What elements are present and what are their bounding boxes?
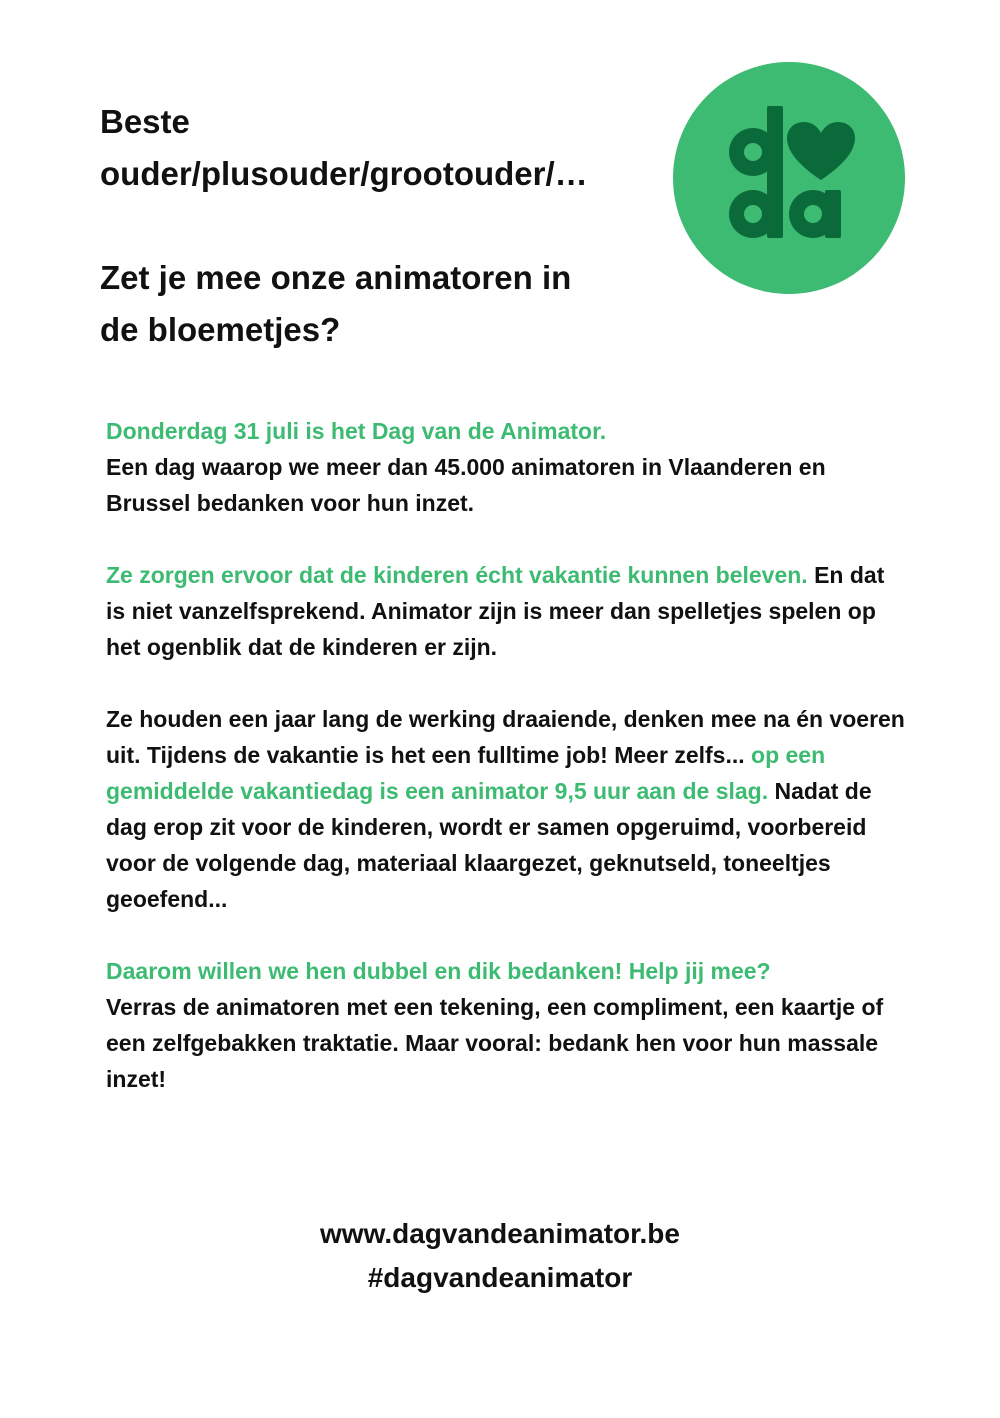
paragraph-4-highlight: Daarom willen we hen dubbel en dik bedanken! Help jij mee? — [106, 958, 771, 984]
body-text — [106, 413, 906, 1133]
heading-line-3: Zet je mee onze animatoren in — [100, 259, 572, 296]
paragraph-4 — [106, 953, 906, 1097]
website-url: www.dagvandeanimator.be — [320, 1218, 680, 1249]
heading-line-2: ouder/plusouder/grootouder/… — [100, 155, 588, 192]
paragraph-3-highlight: op een gemiddelde vakantiedag is een animator 9,5 uur aan de slag. — [106, 742, 826, 804]
paragraph-1-text: Een dag waarop we meer dan 45.000 animatoren in Vlaanderen en Brussel bedanken voor hun inzet. — [106, 454, 826, 516]
paragraph-2 — [106, 557, 906, 665]
paragraph-4-text: Verras de animatoren met een tekening, een compliment, een kaartje of een zelfgebakken traktatie. Maar vooral: bedank hen voor hun massale inzet! — [106, 994, 884, 1092]
heading-spacer — [100, 200, 700, 252]
hashtag: #dagvandeanimator — [367, 1262, 633, 1293]
paragraph-2-highlight: Ze zorgen ervoor dat de kinderen écht vakantie kunnen beleven. — [106, 562, 808, 588]
page-heading — [100, 96, 700, 356]
paragraph-1-highlight: Donderdag 31 juli is het Dag van de Animator. — [106, 418, 607, 444]
doda-logo — [673, 62, 905, 294]
doda-heart-logo-icon — [673, 62, 905, 294]
footer — [0, 1212, 1000, 1300]
paragraph-3-text-after: Nadat de dag erop zit voor de kinderen, wordt er samen opgeruimd, voorbereid voor de volgende dag, materiaal klaargezet, geknutseld, toneeltjes geoefend... — [106, 778, 872, 912]
paragraph-3-text-before: Ze houden een jaar lang de werking draaiende, denken mee na én voeren uit. Tijdens de vakantie is het een fulltime job! Meer zelfs... — [106, 706, 905, 768]
heading-line-4: de bloemetjes? — [100, 311, 341, 348]
paragraph-3 — [106, 701, 906, 917]
paragraph-2-text: En dat is niet vanzelfsprekend. Animator zijn is meer dan spelletjes spelen op het ogenblik dat de kinderen er zijn. — [106, 562, 885, 660]
paragraph-1 — [106, 413, 906, 521]
heading-line-1: Beste — [100, 103, 190, 140]
